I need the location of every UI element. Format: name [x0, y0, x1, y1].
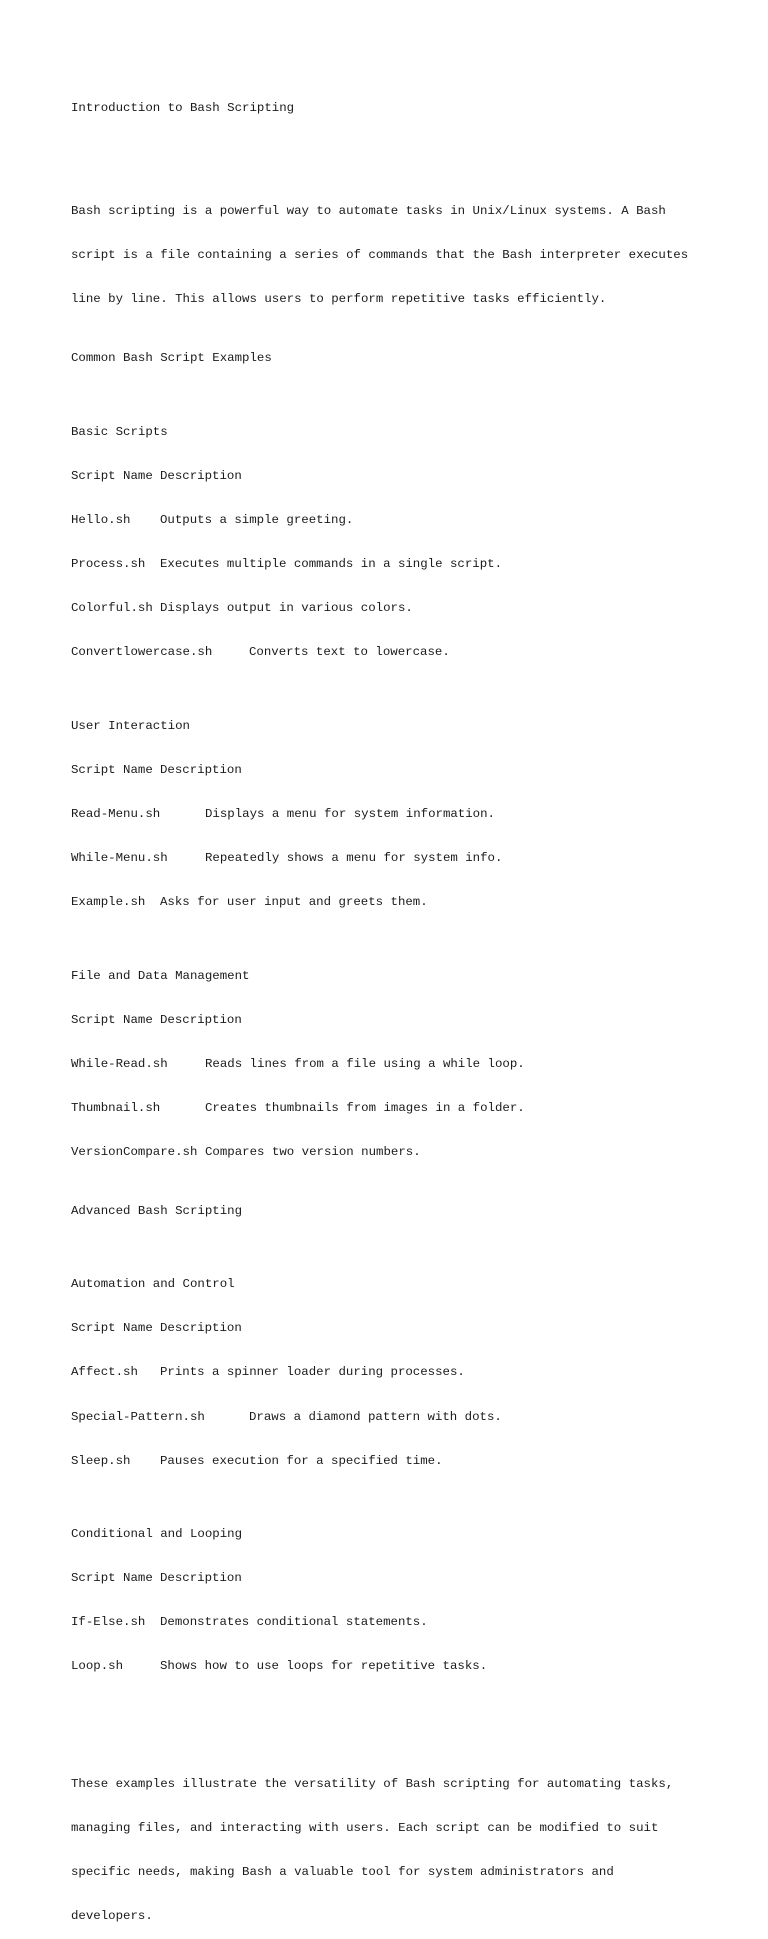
- description-cell: Shows how to use loops for repetitive tasks.: [160, 1659, 488, 1674]
- table-row: [71, 645, 731, 660]
- description-cell: Converts text to lowercase.: [249, 645, 450, 660]
- description-cell: Displays output in various colors.: [160, 601, 413, 616]
- column-header-description: Description: [160, 1321, 242, 1336]
- script-name-cell: VersionCompare.sh: [71, 1145, 198, 1159]
- page-title: Introduction to Bash Scripting: [71, 101, 295, 116]
- conclusion-line: These examples illustrate the versatility of Bash scripting for automating tasks,: [71, 1777, 674, 1792]
- description-cell: Compares two version numbers.: [205, 1145, 421, 1159]
- table-header-row: [71, 469, 731, 484]
- column-header-description: Description: [160, 468, 242, 483]
- script-name-cell: If-Else.sh: [71, 1615, 146, 1630]
- table-row: [71, 601, 731, 616]
- script-name-cell: Affect.sh: [71, 1365, 138, 1380]
- script-name-cell: Example.sh: [71, 895, 146, 910]
- table-row: [71, 1615, 731, 1630]
- script-name-cell: While-Read.sh: [71, 1056, 168, 1071]
- table-row: [71, 1410, 731, 1425]
- script-name-cell: Read-Menu.sh: [71, 806, 161, 821]
- table-row: [71, 557, 731, 572]
- section-heading-conditional: Conditional and Looping: [71, 1527, 243, 1542]
- section-heading-user-interaction: User Interaction: [71, 718, 190, 733]
- description-cell: Repeatedly shows a menu for system info.: [205, 851, 503, 866]
- table-header-row: [71, 1013, 731, 1028]
- description-cell: Displays a menu for system information.: [205, 806, 495, 821]
- section-heading-basic: Basic Scripts: [71, 424, 168, 439]
- column-header-description: Description: [160, 762, 242, 777]
- blank-line: [71, 146, 731, 161]
- column-header-script-name: Script Name: [71, 1321, 153, 1336]
- description-cell: Outputs a simple greeting.: [160, 512, 354, 527]
- table-header-row: [71, 763, 731, 778]
- conclusion-line: developers.: [71, 1909, 153, 1924]
- table-row: [71, 1057, 731, 1072]
- table-row: [71, 1454, 731, 1469]
- table-row: [71, 895, 731, 910]
- description-cell: Reads lines from a file using a while loop.: [205, 1056, 525, 1071]
- script-name-cell: Colorful.sh: [71, 601, 153, 616]
- conclusion-line: specific needs, making Bash a valuable tool for system administrators and: [71, 1865, 614, 1880]
- column-header-script-name: Script Name: [71, 1012, 153, 1027]
- table-row: [71, 1365, 731, 1380]
- intro-line: line by line. This allows users to perform repetitive tasks efficiently.: [71, 292, 607, 307]
- script-name-cell: Sleep.sh: [71, 1453, 131, 1468]
- description-cell: Executes multiple commands in a single script.: [160, 557, 503, 572]
- column-header-description: Description: [160, 1571, 242, 1586]
- blank-line: [71, 1718, 731, 1733]
- intro-line: Bash scripting is a powerful way to automate tasks in Unix/Linux systems. A Bash: [71, 204, 666, 219]
- column-header-script-name: Script Name: [71, 1571, 153, 1586]
- table-row: [71, 1659, 731, 1674]
- description-cell: Pauses execution for a specified time.: [160, 1453, 443, 1468]
- table-row: [71, 1145, 731, 1160]
- advanced-heading: Advanced Bash Scripting: [71, 1203, 243, 1218]
- script-name-cell: Convertlowercase.sh: [71, 645, 213, 660]
- script-name-cell: Hello.sh: [71, 512, 131, 527]
- section-heading-file-management: File and Data Management: [71, 968, 250, 983]
- table-row: [71, 513, 731, 528]
- conclusion-line: managing files, and interacting with users. Each script can be modified to suit: [71, 1821, 659, 1836]
- description-cell: Prints a spinner loader during processes.: [160, 1365, 465, 1380]
- intro-line: script is a file containing a series of commands that the Bash interpreter executes: [71, 248, 689, 263]
- script-name-cell: Thumbnail.sh: [71, 1100, 161, 1115]
- column-header-script-name: Script Name: [71, 762, 153, 777]
- table-header-row: [71, 1321, 731, 1336]
- description-cell: Draws a diamond pattern with dots.: [249, 1409, 502, 1424]
- script-name-cell: While-Menu.sh: [71, 851, 168, 866]
- examples-heading: Common Bash Script Examples: [71, 351, 272, 366]
- description-cell: Creates thumbnails from images in a folder.: [205, 1100, 525, 1115]
- table-row: [71, 851, 731, 866]
- table-header-row: [71, 1571, 731, 1586]
- description-cell: Asks for user input and greets them.: [160, 895, 428, 910]
- document-body: [71, 72, 731, 1939]
- section-heading-automation: Automation and Control: [71, 1277, 235, 1292]
- table-row: [71, 807, 731, 822]
- column-header-script-name: Script Name: [71, 468, 153, 483]
- script-name-cell: Special-Pattern.sh: [71, 1409, 205, 1424]
- table-row: [71, 1101, 731, 1116]
- column-header-description: Description: [160, 1012, 242, 1027]
- description-cell: Demonstrates conditional statements.: [160, 1615, 428, 1630]
- script-name-cell: Process.sh: [71, 557, 146, 572]
- script-name-cell: Loop.sh: [71, 1659, 124, 1674]
